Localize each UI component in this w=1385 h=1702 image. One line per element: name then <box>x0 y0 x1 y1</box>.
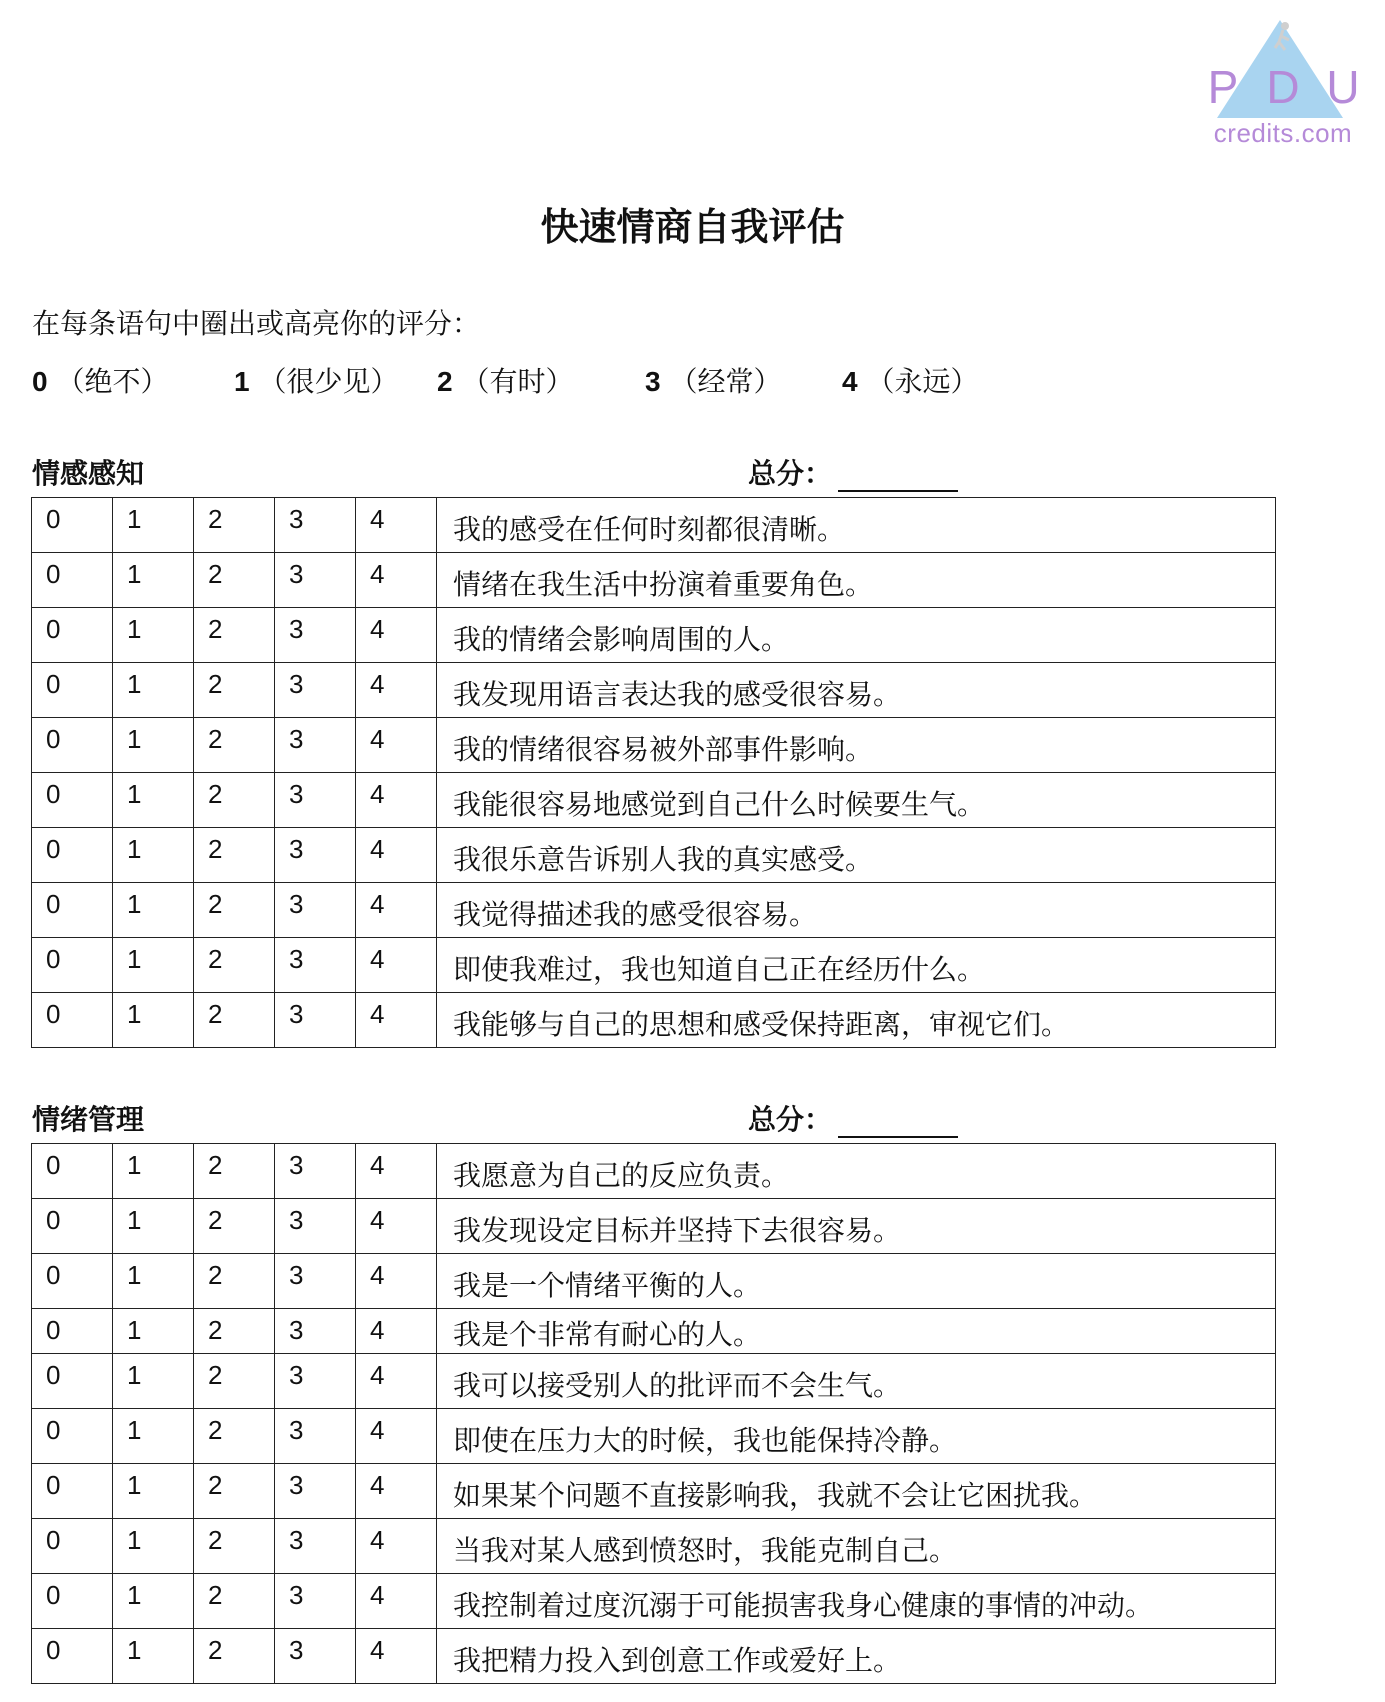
statement-text: 我控制着过度沉溺于可能损害我身心健康的事情的冲动。 <box>437 1574 1276 1629</box>
rating-option-4[interactable]: 4 <box>356 993 437 1048</box>
rating-option-1[interactable]: 1 <box>113 1199 194 1254</box>
rating-option-1[interactable]: 1 <box>113 1409 194 1464</box>
rating-option-0[interactable]: 0 <box>32 1464 113 1519</box>
rating-option-0[interactable]: 0 <box>32 828 113 883</box>
statement-text: 即使在压力大的时候，我也能保持冷静。 <box>437 1409 1276 1464</box>
rating-option-2[interactable]: 2 <box>194 1354 275 1409</box>
rating-option-1[interactable]: 1 <box>113 1354 194 1409</box>
rating-option-3[interactable]: 3 <box>275 1354 356 1409</box>
rating-option-4[interactable]: 4 <box>356 663 437 718</box>
rating-option-1[interactable]: 1 <box>113 718 194 773</box>
rating-option-3[interactable]: 3 <box>275 553 356 608</box>
rating-option-2[interactable]: 2 <box>194 1519 275 1574</box>
rating-option-0[interactable]: 0 <box>32 718 113 773</box>
rating-option-4[interactable]: 4 <box>356 608 437 663</box>
table-row <box>32 773 1276 828</box>
rating-option-4[interactable]: 4 <box>356 1144 437 1199</box>
statement-text: 我愿意为自己的反应负责。 <box>437 1144 1276 1199</box>
statement-text: 我能很容易地感觉到自己什么时候要生气。 <box>437 773 1276 828</box>
rating-option-0[interactable]: 0 <box>32 1309 113 1354</box>
total-score-blank[interactable] <box>838 490 958 492</box>
rating-option-0[interactable]: 0 <box>32 553 113 608</box>
scale-label: （永远） <box>866 365 979 398</box>
section-title: 情感感知 <box>32 457 145 490</box>
rating-option-1[interactable]: 1 <box>113 1309 194 1354</box>
rating-option-0[interactable]: 0 <box>32 1354 113 1409</box>
logo-letter-p: P <box>1207 61 1239 113</box>
statement-text: 当我对某人感到愤怒时，我能克制自己。 <box>437 1519 1276 1574</box>
rating-option-2[interactable]: 2 <box>194 1629 275 1684</box>
statement-text: 情绪在我生活中扮演着重要角色。 <box>437 553 1276 608</box>
rating-option-2[interactable]: 2 <box>194 993 275 1048</box>
statement-text: 我是一个情绪平衡的人。 <box>437 1254 1276 1309</box>
rating-option-2[interactable]: 2 <box>194 1144 275 1199</box>
rating-option-0[interactable]: 0 <box>32 608 113 663</box>
rating-option-3[interactable]: 3 <box>275 1409 356 1464</box>
rating-option-2[interactable]: 2 <box>194 718 275 773</box>
rating-option-2[interactable]: 2 <box>194 553 275 608</box>
logo-subtitle: credits.com <box>1213 118 1353 148</box>
table-row <box>32 1464 1276 1519</box>
rating-option-4[interactable]: 4 <box>356 1199 437 1254</box>
scale-label: （有时） <box>461 365 574 398</box>
rating-option-3[interactable]: 3 <box>275 828 356 883</box>
rating-option-0[interactable]: 0 <box>32 1199 113 1254</box>
rating-option-4[interactable]: 4 <box>356 1254 437 1309</box>
rating-option-3[interactable]: 3 <box>275 663 356 718</box>
table-row <box>32 883 1276 938</box>
rating-option-4[interactable]: 4 <box>356 498 437 553</box>
total-label: 总分： <box>748 1103 833 1136</box>
rating-option-2[interactable]: 2 <box>194 938 275 993</box>
statement-text: 如果某个问题不直接影响我，我就不会让它困扰我。 <box>437 1464 1276 1519</box>
table-row <box>32 1409 1276 1464</box>
statement-text: 我觉得描述我的感受很容易。 <box>437 883 1276 938</box>
rating-option-1[interactable]: 1 <box>113 1464 194 1519</box>
rating-option-4[interactable]: 4 <box>356 718 437 773</box>
rating-option-1[interactable]: 1 <box>113 1629 194 1684</box>
rating-option-1[interactable]: 1 <box>113 663 194 718</box>
table-row <box>32 1199 1276 1254</box>
rating-option-3[interactable]: 3 <box>275 938 356 993</box>
rating-option-3[interactable]: 3 <box>275 1309 356 1354</box>
table-row <box>32 1574 1276 1629</box>
pdu-credits-logo <box>1195 14 1365 148</box>
rating-option-4[interactable]: 4 <box>356 1574 437 1629</box>
table-row <box>32 1629 1276 1684</box>
rating-option-1[interactable]: 1 <box>113 938 194 993</box>
rating-option-3[interactable]: 3 <box>275 1254 356 1309</box>
scale-item <box>842 360 979 400</box>
rating-option-2[interactable]: 2 <box>194 773 275 828</box>
table-row <box>32 1519 1276 1574</box>
statement-text: 我的情绪很容易被外部事件影响。 <box>437 718 1276 773</box>
statement-text: 我的感受在任何时刻都很清晰。 <box>437 498 1276 553</box>
rating-option-2[interactable]: 2 <box>194 1409 275 1464</box>
rating-option-3[interactable]: 3 <box>275 1144 356 1199</box>
rating-option-3[interactable]: 3 <box>275 1464 356 1519</box>
logo-letter-u: U <box>1326 61 1360 113</box>
table-row <box>32 498 1276 553</box>
rating-option-2[interactable]: 2 <box>194 883 275 938</box>
rating-option-4[interactable]: 4 <box>356 938 437 993</box>
logo-letters <box>1203 61 1363 113</box>
rating-option-1[interactable]: 1 <box>113 773 194 828</box>
scale-number: 0 <box>32 366 48 397</box>
rating-option-1[interactable]: 1 <box>113 608 194 663</box>
statement-text: 我把精力投入到创意工作或爱好上。 <box>437 1629 1276 1684</box>
rating-option-1[interactable]: 1 <box>113 1519 194 1574</box>
statement-text: 我是个非常有耐心的人。 <box>437 1309 1276 1354</box>
table-row <box>32 663 1276 718</box>
table-row <box>32 608 1276 663</box>
rating-option-2[interactable]: 2 <box>194 1309 275 1354</box>
rating-option-2[interactable]: 2 <box>194 1464 275 1519</box>
scale-number: 1 <box>234 366 250 397</box>
rating-table-emotional-awareness <box>31 497 1276 1048</box>
rating-option-4[interactable]: 4 <box>356 773 437 828</box>
statement-text: 我能够与自己的思想和感受保持距离，审视它们。 <box>437 993 1276 1048</box>
statement-text: 我可以接受别人的批评而不会生气。 <box>437 1354 1276 1409</box>
table-row <box>32 1354 1276 1409</box>
table-row <box>32 993 1276 1048</box>
rating-option-0[interactable]: 0 <box>32 663 113 718</box>
scale-item <box>645 360 782 400</box>
statement-text: 即使我难过，我也知道自己正在经历什么。 <box>437 938 1276 993</box>
rating-option-1[interactable]: 1 <box>113 828 194 883</box>
rating-option-4[interactable]: 4 <box>356 1309 437 1354</box>
rating-option-2[interactable]: 2 <box>194 1199 275 1254</box>
rating-option-2[interactable]: 2 <box>194 498 275 553</box>
rating-option-0[interactable]: 0 <box>32 498 113 553</box>
table-row <box>32 1309 1276 1354</box>
rating-option-1[interactable]: 1 <box>113 883 194 938</box>
rating-option-3[interactable]: 3 <box>275 993 356 1048</box>
rating-option-0[interactable]: 0 <box>32 883 113 938</box>
rating-option-0[interactable]: 0 <box>32 1574 113 1629</box>
rating-option-0[interactable]: 0 <box>32 938 113 993</box>
rating-option-4[interactable]: 4 <box>356 828 437 883</box>
rating-option-3[interactable]: 3 <box>275 773 356 828</box>
scale-item <box>234 360 399 400</box>
rating-option-3[interactable]: 3 <box>275 1629 356 1684</box>
rating-option-3[interactable]: 3 <box>275 1199 356 1254</box>
rating-option-4[interactable]: 4 <box>356 1629 437 1684</box>
section-total <box>748 1098 958 1138</box>
rating-option-0[interactable]: 0 <box>32 1409 113 1464</box>
rating-option-1[interactable]: 1 <box>113 1254 194 1309</box>
statement-text: 我发现用语言表达我的感受很容易。 <box>437 663 1276 718</box>
rating-option-1[interactable]: 1 <box>113 993 194 1048</box>
page-title: 快速情商自我评估 <box>540 205 845 249</box>
statement-text: 我的情绪会影响周围的人。 <box>437 608 1276 663</box>
scale-label: （很少见） <box>258 365 399 398</box>
total-score-blank[interactable] <box>838 1136 958 1138</box>
statement-text: 我发现设定目标并坚持下去很容易。 <box>437 1199 1276 1254</box>
instruction-text: 在每条语句中圈出或高亮你的评分： <box>32 307 481 340</box>
rating-option-4[interactable]: 4 <box>356 1464 437 1519</box>
rating-option-2[interactable]: 2 <box>194 828 275 883</box>
rating-option-0[interactable]: 0 <box>32 1254 113 1309</box>
table-row <box>32 938 1276 993</box>
statement-text: 我很乐意告诉别人我的真实感受。 <box>437 828 1276 883</box>
rating-option-3[interactable]: 3 <box>275 1574 356 1629</box>
scale-label: （绝不） <box>56 365 169 398</box>
rating-option-1[interactable]: 1 <box>113 1144 194 1199</box>
rating-option-3[interactable]: 3 <box>275 498 356 553</box>
rating-option-2[interactable]: 2 <box>194 608 275 663</box>
rating-option-4[interactable]: 4 <box>356 1519 437 1574</box>
rating-option-0[interactable]: 0 <box>32 993 113 1048</box>
section-total <box>748 452 958 492</box>
table-row <box>32 1254 1276 1309</box>
rating-option-1[interactable]: 1 <box>113 498 194 553</box>
rating-option-0[interactable]: 0 <box>32 1629 113 1684</box>
rating-option-1[interactable]: 1 <box>113 1574 194 1629</box>
rating-option-2[interactable]: 2 <box>194 1254 275 1309</box>
scale-item <box>32 360 169 400</box>
rating-option-2[interactable]: 2 <box>194 663 275 718</box>
rating-option-0[interactable]: 0 <box>32 1144 113 1199</box>
logo-letter-d: D <box>1266 61 1300 113</box>
rating-option-4[interactable]: 4 <box>356 553 437 608</box>
rating-scale-legend <box>32 360 1032 400</box>
rating-table-emotion-management <box>31 1143 1276 1684</box>
rating-option-4[interactable]: 4 <box>356 1409 437 1464</box>
section-header-emotion-management <box>32 1098 967 1138</box>
rating-option-3[interactable]: 3 <box>275 608 356 663</box>
rating-option-3[interactable]: 3 <box>275 718 356 773</box>
section-title: 情绪管理 <box>32 1103 145 1136</box>
scale-label: （经常） <box>669 365 782 398</box>
table-row <box>32 718 1276 773</box>
rating-option-4[interactable]: 4 <box>356 1354 437 1409</box>
rating-option-3[interactable]: 3 <box>275 1519 356 1574</box>
table-row <box>32 1144 1276 1199</box>
scale-number: 3 <box>645 366 661 397</box>
rating-option-3[interactable]: 3 <box>275 883 356 938</box>
rating-option-2[interactable]: 2 <box>194 1574 275 1629</box>
scale-item <box>437 360 574 400</box>
rating-option-4[interactable]: 4 <box>356 883 437 938</box>
scale-number: 2 <box>437 366 453 397</box>
rating-option-0[interactable]: 0 <box>32 1519 113 1574</box>
rating-option-0[interactable]: 0 <box>32 773 113 828</box>
total-label: 总分： <box>748 457 833 490</box>
scale-number: 4 <box>842 366 858 397</box>
table-row <box>32 828 1276 883</box>
table-row <box>32 553 1276 608</box>
rating-option-1[interactable]: 1 <box>113 553 194 608</box>
section-header-emotional-awareness <box>32 452 967 492</box>
